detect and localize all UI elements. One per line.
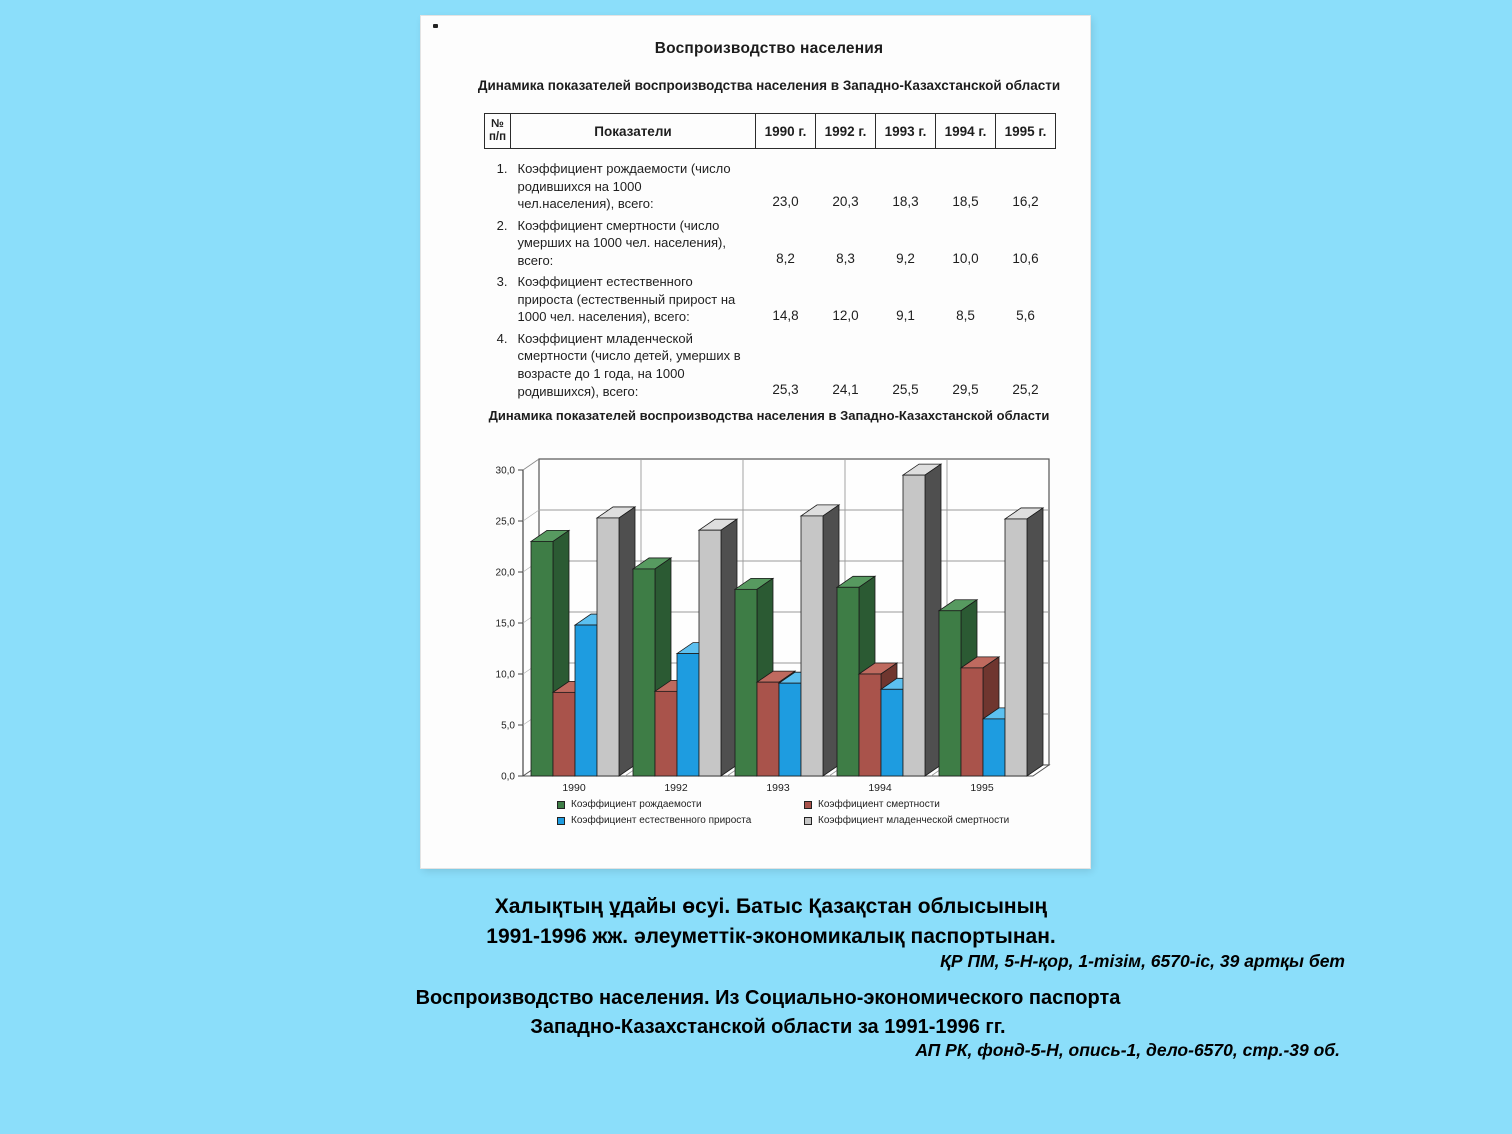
y-tick-label: 25,0 xyxy=(495,516,515,528)
caption-russian-line2: Западно-Казахстанской области за 1991-1996 гг. xyxy=(530,1016,1006,1038)
legend-item xyxy=(557,799,804,810)
row-number: 3. xyxy=(496,274,508,290)
row-value: 20,3 xyxy=(832,194,859,210)
row-number: 1. xyxy=(496,161,508,176)
legend-marker-icon xyxy=(804,801,812,809)
wall-edge xyxy=(523,459,539,470)
header-year: 1995 г. xyxy=(996,114,1056,149)
x-axis-label: 1992 xyxy=(664,782,688,794)
caption-russian-source: АП РК, фонд-5-Н, опись-1, дело-6570, стр.-39 об. xyxy=(915,1040,1340,1060)
legend-marker-icon xyxy=(557,801,565,809)
x-axis-label: 1995 xyxy=(970,782,994,794)
row-indicator-label: Коэффициент рождаемости (число родившихся на 1000 чел.населения), всего: xyxy=(517,161,731,212)
caption-kazakh-line2: 1991-1996 жж. әлеуметтік-экономикалық паспортынан. xyxy=(486,924,1056,948)
side-wall-line xyxy=(523,510,539,521)
header-year: 1990 г. xyxy=(756,114,816,149)
table-body xyxy=(485,149,1056,401)
table-title: Динамика показателей воспроизводства населения в Западно-Казахстанской области xyxy=(477,78,1061,93)
row-value: 8,3 xyxy=(836,251,855,267)
legend-column xyxy=(557,799,804,826)
row-indicator-label: Коэффициент младенческой смертности (число детей, умерших в возрасте до 1 года, на 1000 родившихся), всего: xyxy=(517,330,741,399)
bar-1995-series4 xyxy=(1005,508,1043,776)
indicators-table xyxy=(484,113,1056,400)
header-indicator: Показатели xyxy=(511,114,756,149)
document-scan xyxy=(421,16,1090,868)
bar-1994-series4 xyxy=(903,464,941,776)
header-num: № п/п xyxy=(485,114,511,149)
row-value: 25,3 xyxy=(772,381,799,397)
row-value: 25,5 xyxy=(892,381,919,397)
corner-dot xyxy=(433,24,438,28)
legend-marker-icon xyxy=(557,817,565,825)
row-indicator-label: Коэффициент смертности (число умерших на 1000 чел. населения), всего: xyxy=(517,217,726,268)
y-tick-label: 20,0 xyxy=(495,567,515,579)
legend-item xyxy=(557,815,804,826)
y-tick-label: 30,0 xyxy=(495,465,515,477)
caption-russian xyxy=(300,984,1236,1042)
chart-area xyxy=(481,446,1076,846)
legend-marker-icon xyxy=(804,817,812,825)
row-value: 25,2 xyxy=(1012,381,1039,397)
row-value: 9,1 xyxy=(896,307,915,323)
bar-1990-series4 xyxy=(597,507,635,776)
bar-1993-series4 xyxy=(801,505,839,776)
table-row xyxy=(485,213,1056,270)
row-value: 18,3 xyxy=(892,194,919,210)
document-title: Воспроизводство населения xyxy=(654,40,884,57)
caption-kazakh-line1: Халықтың ұдайы өсуі. Батыс Қазақстан облысының xyxy=(494,895,1048,918)
table-row xyxy=(485,326,1056,400)
y-tick-label: 0,0 xyxy=(501,771,515,783)
caption-russian-line1: Воспроизводство населения. Из Социально-экономического паспорта xyxy=(415,987,1121,1009)
table-row xyxy=(485,149,1056,213)
row-value: 10,0 xyxy=(952,251,979,267)
x-axis-label: 1994 xyxy=(868,782,892,794)
legend-item xyxy=(804,815,1051,826)
legend-item xyxy=(804,799,1051,810)
row-number: 4. xyxy=(496,330,508,346)
legend-label: Коэффициент естественного прироста xyxy=(571,815,752,826)
row-value: 23,0 xyxy=(772,194,799,210)
caption-kazakh xyxy=(421,892,1121,952)
legend-label: Коэффициент смертности xyxy=(818,799,940,810)
header-year: 1992 г. xyxy=(816,114,876,149)
row-value: 14,8 xyxy=(772,307,799,323)
y-tick-label: 15,0 xyxy=(495,618,515,630)
row-value: 9,2 xyxy=(896,251,915,267)
chart-title: Динамика показателей воспроизводства населения в Западно-Казахстанской области xyxy=(488,408,1050,423)
y-tick-label: 10,0 xyxy=(495,669,515,681)
header-year: 1993 г. xyxy=(876,114,936,149)
caption-kazakh-source: ҚР ПМ, 5-Н-қор, 1-тізім, 6570-іс, 39 артқы бет xyxy=(940,951,1345,971)
bar-1992-series4 xyxy=(699,519,737,776)
y-tick-label: 5,0 xyxy=(501,720,515,732)
table-header-row xyxy=(485,114,1056,149)
row-value: 10,6 xyxy=(1012,251,1039,267)
header-year: 1994 г. xyxy=(936,114,996,149)
row-value: 12,0 xyxy=(832,307,859,323)
legend-label: Коэффициент младенческой смертности xyxy=(818,815,1010,826)
chart-legend xyxy=(557,799,1051,826)
row-value: 8,2 xyxy=(776,251,795,267)
legend-label: Коэффициент рождаемости xyxy=(571,799,702,810)
row-indicator-label: Коэффициент естественного прироста (естественный прирост на 1000 чел. населения), всего: xyxy=(517,274,736,325)
legend-column xyxy=(804,799,1051,826)
row-value: 29,5 xyxy=(952,381,979,397)
row-value: 16,2 xyxy=(1012,194,1039,210)
row-value: 5,6 xyxy=(1016,307,1035,323)
row-value: 8,5 xyxy=(956,307,975,323)
reproduction-3d-bar-chart xyxy=(481,446,1076,846)
row-value: 24,1 xyxy=(832,381,859,397)
x-axis-label: 1990 xyxy=(562,782,586,794)
x-axis-label: 1993 xyxy=(766,782,790,794)
table-row xyxy=(485,269,1056,326)
row-number: 2. xyxy=(496,217,508,233)
row-value: 18,5 xyxy=(952,194,979,210)
